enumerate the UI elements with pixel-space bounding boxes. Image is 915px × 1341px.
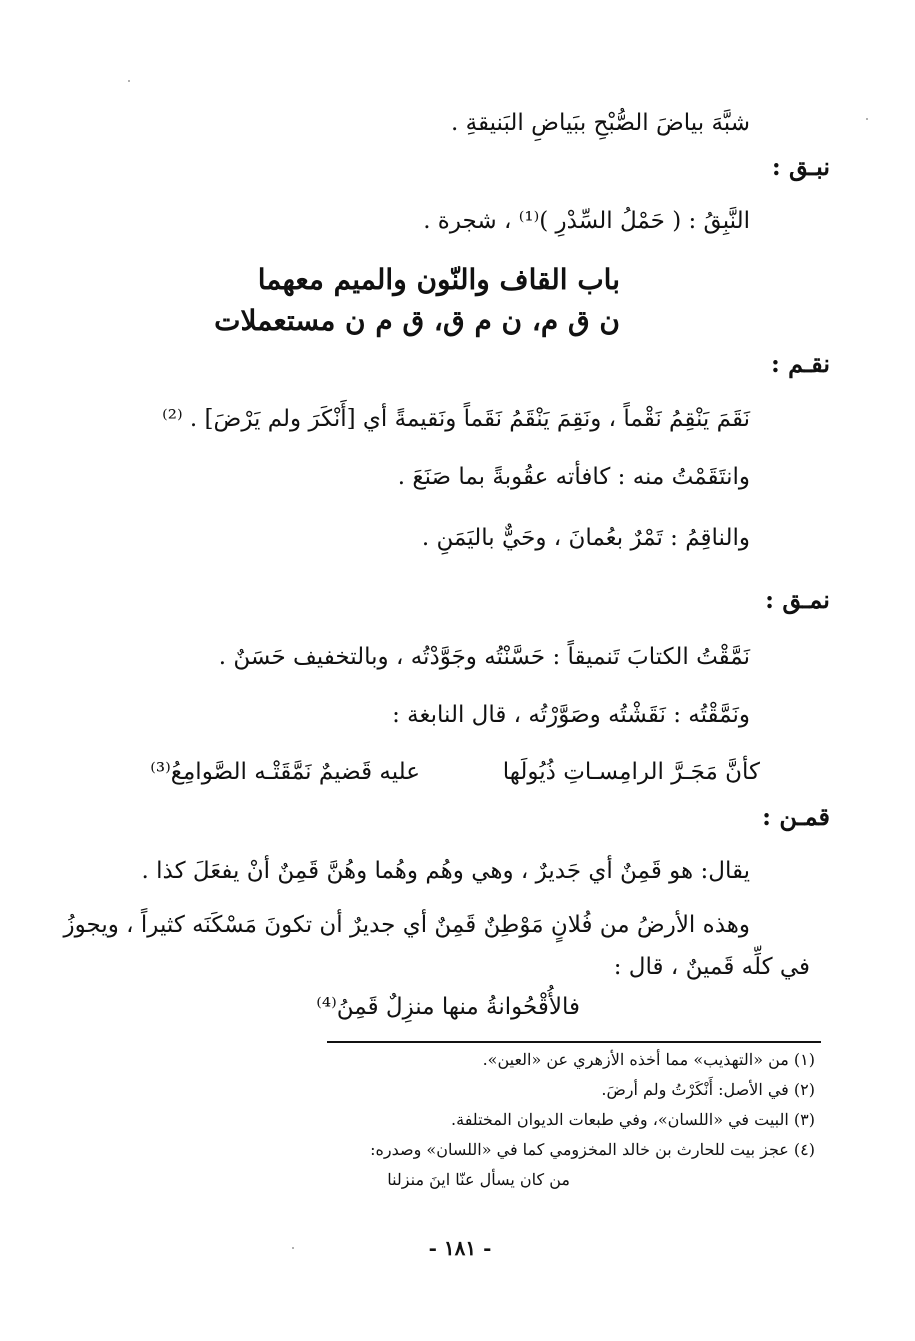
scan-speck: [866, 118, 868, 120]
scan-speck: [128, 80, 130, 82]
entry-heading: قمـن :: [762, 802, 830, 831]
text-line: في كلِّه قَمينٌ ، قال :: [613, 954, 810, 980]
footnote-quote: من كان يسأل عنّا اينَ منزلنا: [387, 1170, 570, 1189]
footnote: (٣) البيت في «اللسان»، وفي طبعات الديوان المختلفة.: [451, 1110, 815, 1129]
text-line: يقال: هو قَمِنٌ أي جَديرٌ ، وهي وهُم وهُما وهُنَّ قَمِنٌ أنْ يفعَلَ كذا .: [141, 858, 750, 884]
text-line: شبَّهَ بياضَ الصُّبْحِ ببَياضِ البَنيقةِ .: [451, 110, 750, 136]
text-line: ونَمَّقْتُه : نَقَشْتُه وصَوَّرْتُه ، قال النابغة :: [392, 702, 750, 728]
footnote-divider: [327, 1041, 821, 1043]
verse-hemistich: فالأُقْحُوانةُ منها منزِلٌ قَمِنُ⁽⁴⁾: [316, 994, 580, 1020]
text-line: والناقِمُ : تَمْرٌ بعُمانَ ، وحَيٌّ باليَمَنِ .: [421, 525, 750, 551]
footnote: (٤) عجز بيت للحارث بن خالد المخزومي كما في «اللسان» وصدره:: [370, 1140, 815, 1159]
verse-first-hemistich: كأنَّ مَجَـرَّ الرامِسـاتِ ذُيُولَها: [502, 759, 760, 785]
verse-second-hemistich: عليه قَضيمٌ نَمَّقَتْـه الصَّوامِعُ⁽³⁾: [150, 759, 420, 785]
text-line: نَمَّقْتُ الكتابَ تَنميقاً : حَسَّنْتُه وجَوَّدْتُه ، وبالتخفيف حَسَنٌ .: [218, 644, 750, 670]
page-number: - ١٨١ -: [428, 1236, 492, 1260]
entry-heading: نبـق :: [771, 152, 830, 181]
footnote: (١) من «التهذيب» مما أخذه الأزهري عن «العين».: [482, 1050, 815, 1069]
text-line: نَقَمَ يَنْقِمُ نَقْماً ، ونَقِمَ يَنْقَمُ نَقَماً ونَقيمةً أي [أَنْكَرَ ولم يَرْضَ] . ⁽²⁾: [162, 406, 750, 432]
section-title: باب القاف والنّون والميم معهما: [257, 263, 620, 296]
section-subtitle: ن ق م، ن م ق، ق م ن مستعملات: [214, 304, 620, 337]
scan-speck: [292, 1247, 294, 1249]
entry-heading: نمـق :: [765, 585, 830, 614]
text-line: وهذه الأرضُ من فُلانٍ مَوْطِنٌ قَمِنٌ أي جديرٌ أن تكونَ مَسْكَنَه كثيراً ، ويجوزُ: [63, 912, 750, 938]
footnote: (٢) في الأصل: أَنْكَرْتُ ولم أرضَ.: [601, 1080, 815, 1099]
text-line: النَّبِقُ : ( حَمْلُ السِّدْرِ )⁽¹⁾ ، شجرة .: [423, 208, 750, 234]
text-line: وانتَقَمْتُ منه : كافأته عقُوبةً بما صَنَعَ .: [397, 464, 750, 490]
entry-heading: نقـم :: [770, 349, 830, 378]
